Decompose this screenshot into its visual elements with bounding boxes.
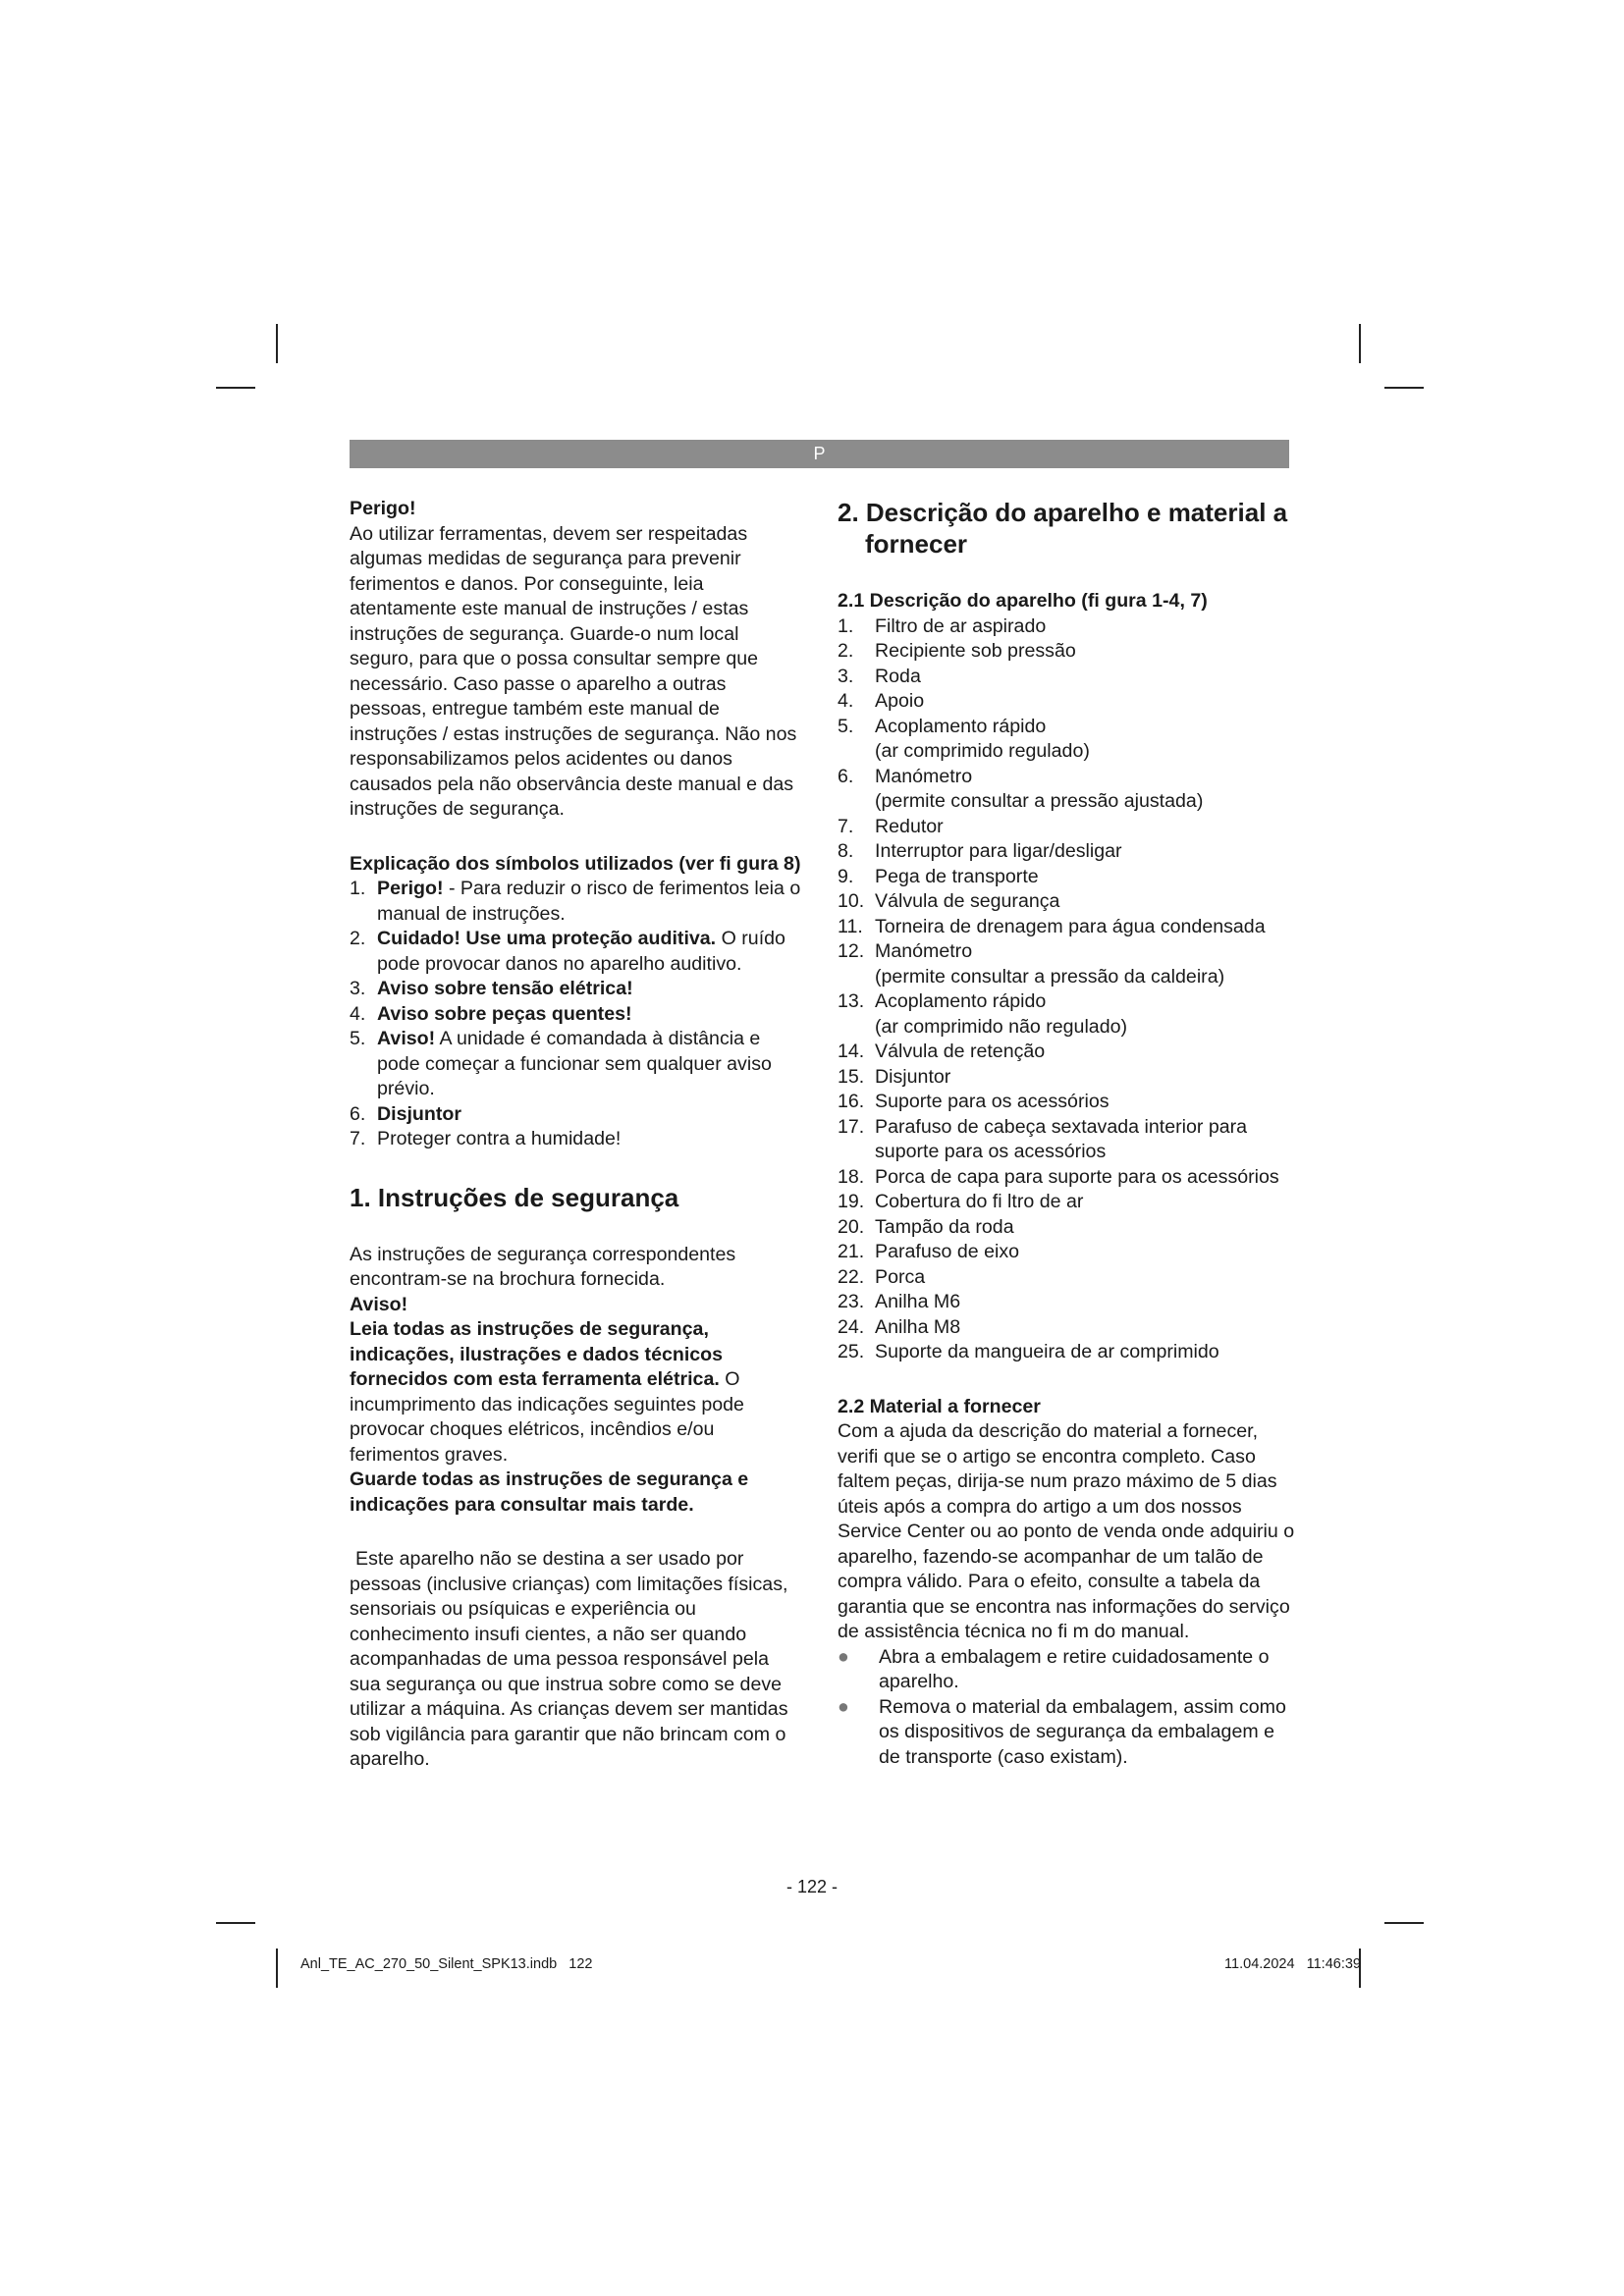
part-item xyxy=(838,639,1299,665)
language-bar xyxy=(350,440,1289,468)
part-number: 18. xyxy=(838,1165,865,1188)
part-item xyxy=(838,1315,1299,1341)
part-item xyxy=(838,1065,1299,1091)
parts-list xyxy=(838,614,1299,1365)
part-number: 13. xyxy=(838,990,865,1012)
part-note: (ar comprimido regulado) xyxy=(875,740,1090,762)
part-label: Manómetro xyxy=(875,940,973,962)
symbol-text: O ruído pode provocar danos no aparelho auditivo. xyxy=(377,928,785,975)
part-label: Suporte da mangueira de ar comprimido xyxy=(875,1341,1219,1362)
symbol-bold: Perigo! xyxy=(377,878,444,899)
bullet-item xyxy=(838,1695,1299,1771)
danger-title: Perigo! xyxy=(350,498,416,519)
part-number: 16. xyxy=(838,1091,865,1112)
part-label: Acoplamento rápido xyxy=(875,715,1047,737)
part-number: 14. xyxy=(838,1041,865,1062)
part-label: Filtro de ar aspirado xyxy=(875,614,1047,637)
section-2-title: 2. Descrição do aparelho e material a fornecer xyxy=(838,498,1288,559)
section-1-intro: As instruções de segurança correspondentes encontram-se na brochura fornecida. xyxy=(350,1243,736,1290)
part-number: 10. xyxy=(838,890,865,912)
part-item xyxy=(838,765,1299,815)
part-label: Suporte para os acessórios xyxy=(875,1091,1110,1112)
part-label: Cobertura do fi ltro de ar xyxy=(875,1191,1084,1212)
bullet-list xyxy=(838,1645,1299,1771)
symbol-item xyxy=(350,977,801,1002)
symbol-item xyxy=(350,1127,801,1152)
symbol-number: 5. xyxy=(350,1028,366,1049)
part-item xyxy=(838,989,1299,1040)
part-number: 17. xyxy=(838,1115,865,1138)
part-label: Torneira de drenagem para água condensada xyxy=(875,915,1266,937)
part-label: Recipiente sob pressão xyxy=(875,640,1076,662)
part-label: Válvula de segurança xyxy=(875,890,1060,912)
crop-mark-top-right-h xyxy=(1384,387,1424,389)
subsection-2-2-title: 2.2 Material a fornecer xyxy=(838,1395,1041,1417)
part-item xyxy=(838,865,1299,890)
page-number: - 122 - xyxy=(785,1877,839,1896)
part-item xyxy=(838,1340,1299,1365)
part-note: (permite consultar a pressão da caldeira) xyxy=(875,965,1225,988)
symbol-bold: Cuidado! Use uma proteção auditiva. xyxy=(377,928,717,949)
part-item xyxy=(838,1215,1299,1241)
part-item xyxy=(838,1040,1299,1065)
part-label: Apoio xyxy=(875,690,925,712)
part-number: 24. xyxy=(838,1315,865,1338)
part-label: Tampão da roda xyxy=(875,1215,1014,1238)
part-number: 1. xyxy=(838,614,854,637)
part-item xyxy=(838,1165,1299,1191)
keep-instructions: Guarde todas as instruções de segurança e indicações para consultar mais tarde. xyxy=(350,1468,749,1516)
part-item xyxy=(838,1265,1299,1291)
symbols-title: Explicação dos símbolos utilizados (ver fi gura 8) xyxy=(350,852,801,875)
symbols-list xyxy=(350,877,801,1152)
part-item xyxy=(838,815,1299,840)
crop-mark-bottom-left-h xyxy=(216,1922,255,1924)
footer-date: 11.04.2024 11:46:39 xyxy=(1224,1956,1361,1972)
part-number: 11. xyxy=(838,915,863,937)
part-label: Disjuntor xyxy=(875,1065,951,1088)
part-label: Pega de transporte xyxy=(875,865,1039,887)
part-item xyxy=(838,1115,1299,1165)
warning-title: Aviso! xyxy=(350,1293,408,1315)
part-number: 8. xyxy=(838,840,854,862)
symbol-bold: Disjuntor xyxy=(377,1102,461,1125)
right-column xyxy=(838,497,1299,1770)
warning-bold: Leia todas as instruções de segurança, indicações, ilustrações e dados técnicos fornecidos com esta ferramenta elétrica. xyxy=(350,1318,724,1390)
part-label: Manómetro xyxy=(875,765,973,787)
part-label: Interruptor para ligar/desligar xyxy=(875,840,1122,862)
footer-filename: Anl_TE_AC_270_50_Silent_SPK13.indb 122 xyxy=(300,1956,593,1972)
symbol-item xyxy=(350,927,801,977)
part-item xyxy=(838,614,1299,640)
part-item xyxy=(838,1290,1299,1315)
part-label: Porca xyxy=(875,1265,926,1288)
subsection-2-1-title: 2.1 Descrição do aparelho (fi gura 1-4, 7) xyxy=(838,590,1208,612)
part-label: Roda xyxy=(875,665,921,687)
symbol-number: 7. xyxy=(350,1128,366,1149)
part-item xyxy=(838,689,1299,715)
part-number: 15. xyxy=(838,1065,865,1088)
symbol-bold: Aviso sobre tensão elétrica! xyxy=(377,978,633,999)
part-item xyxy=(838,715,1299,765)
warning-text: O incumprimento das indicações seguintes pode provocar choques elétricos, incêndios e/ou ferimentos graves. xyxy=(350,1368,744,1466)
part-item xyxy=(838,1090,1299,1115)
part-item xyxy=(838,839,1299,865)
symbol-item xyxy=(350,1102,801,1128)
part-item xyxy=(838,939,1299,989)
symbol-item xyxy=(350,877,801,927)
part-item xyxy=(838,915,1299,940)
part-number: 22. xyxy=(838,1265,865,1288)
crop-mark-bottom-right-h xyxy=(1384,1922,1424,1924)
part-label: Acoplamento rápido xyxy=(875,990,1047,1012)
symbol-text: Proteger contra a humidade! xyxy=(377,1128,622,1149)
part-number: 19. xyxy=(838,1191,865,1212)
left-column xyxy=(350,497,801,1773)
part-number: 21. xyxy=(838,1241,865,1262)
part-number: 12. xyxy=(838,940,865,962)
symbol-number: 1. xyxy=(350,878,366,899)
part-item xyxy=(838,1190,1299,1215)
subsection-2-2-text: Com a ajuda da descrição do material a fornecer, verifi que se o artigo se encontra completo. Caso faltem peças, dirija-se num prazo máximo de 5 dias úteis após a compra do artigo a um dos nossos Service Center ou ao ponto de venda onde adquiriu o aparelho, fazendo-se acompanhar de um talão de compra válido. Para o efeito, consulte a tabela da garantia que se encontra nas informações do serviço de assistência técnica no fi m do manual. xyxy=(838,1420,1295,1642)
bullet-item xyxy=(838,1645,1299,1695)
part-label: Anilha M6 xyxy=(875,1291,961,1312)
symbol-bold: Aviso sobre peças quentes! xyxy=(377,1002,632,1025)
section-1-title: 1. Instruções de segurança xyxy=(350,1182,679,1212)
part-note: (permite consultar a pressão ajustada) xyxy=(875,790,1204,812)
warning-paragraph xyxy=(350,1317,801,1468)
part-label: Anilha M8 xyxy=(875,1315,961,1338)
part-item xyxy=(838,1240,1299,1265)
part-label: Parafuso de cabeça sextavada interior para suporte para os acessórios xyxy=(875,1115,1248,1162)
bullet-text: Abra a embalagem e retire cuidadosamente o aparelho. xyxy=(879,1645,1270,1692)
bullet-text: Remova o material da embalagem, assim como os dispositivos de segurança da embalagem e de transporte (caso existam). xyxy=(879,1695,1286,1768)
children-paragraph: Este aparelho não se destina a ser usado por pessoas (inclusive crianças) com limitações físicas, sensoriais ou psíquicas e experiência ou conhecimento insufi cientes, a não ser quando acompanhadas de uma pessoa responsável pela sua segurança ou que instrua sobre como se deve utilizar a máquina. As crianças devem ser mantidas sob vigilância para garantir que não brincam com o aparelho. xyxy=(350,1548,788,1770)
part-number: 2. xyxy=(838,640,854,662)
crop-mark-bottom-left-v xyxy=(276,1949,278,1988)
bullet-dot-icon: ● xyxy=(838,1645,849,1668)
danger-text: Ao utilizar ferramentas, devem ser respeitadas algumas medidas de segurança para prevenir ferimentos e danos. Por conseguinte, leia atentamente este manual de instruções / estas instruções de segurança. Guarde-o num local seguro, para que o possa consultar sempre que necessário. Caso passe o aparelho a outras pessoas, entregue também este manual de instruções / estas instruções de segurança. Não nos responsabilizamos pelos acidentes ou danos causados pela não observância deste manual e das instruções de segurança. xyxy=(350,522,797,820)
part-label: Redutor xyxy=(875,815,944,837)
symbol-item xyxy=(350,1002,801,1028)
crop-mark-top-left-v xyxy=(276,324,278,363)
language-label: P xyxy=(813,444,826,463)
symbol-item xyxy=(350,1027,801,1102)
symbol-text: - Para reduzir o risco de ferimentos leia o manual de instruções. xyxy=(377,878,801,925)
part-number: 3. xyxy=(838,665,854,687)
part-label: Porca de capa para suporte para os acessórios xyxy=(875,1165,1279,1188)
part-note: (ar comprimido não regulado) xyxy=(875,1015,1128,1038)
part-number: 4. xyxy=(838,690,854,712)
crop-mark-top-right-v xyxy=(1359,324,1361,363)
symbol-number: 4. xyxy=(350,1002,366,1025)
part-number: 6. xyxy=(838,765,854,787)
symbol-bold: Aviso! xyxy=(377,1028,436,1049)
part-number: 20. xyxy=(838,1215,865,1238)
part-number: 5. xyxy=(838,715,854,737)
part-number: 25. xyxy=(838,1341,865,1362)
part-item xyxy=(838,889,1299,915)
part-label: Parafuso de eixo xyxy=(875,1241,1020,1262)
part-label: Válvula de retenção xyxy=(875,1041,1046,1062)
symbol-number: 2. xyxy=(350,928,366,949)
symbol-number: 3. xyxy=(350,978,366,999)
part-item xyxy=(838,665,1299,690)
part-number: 7. xyxy=(838,815,854,837)
part-number: 23. xyxy=(838,1291,865,1312)
symbol-number: 6. xyxy=(350,1102,366,1125)
symbol-text: A unidade é comandada à distância e pode começar a funcionar sem qualquer aviso prévio. xyxy=(377,1028,772,1099)
bullet-dot-icon: ● xyxy=(838,1695,849,1718)
crop-mark-top-left-h xyxy=(216,387,255,389)
part-number: 9. xyxy=(838,865,854,887)
